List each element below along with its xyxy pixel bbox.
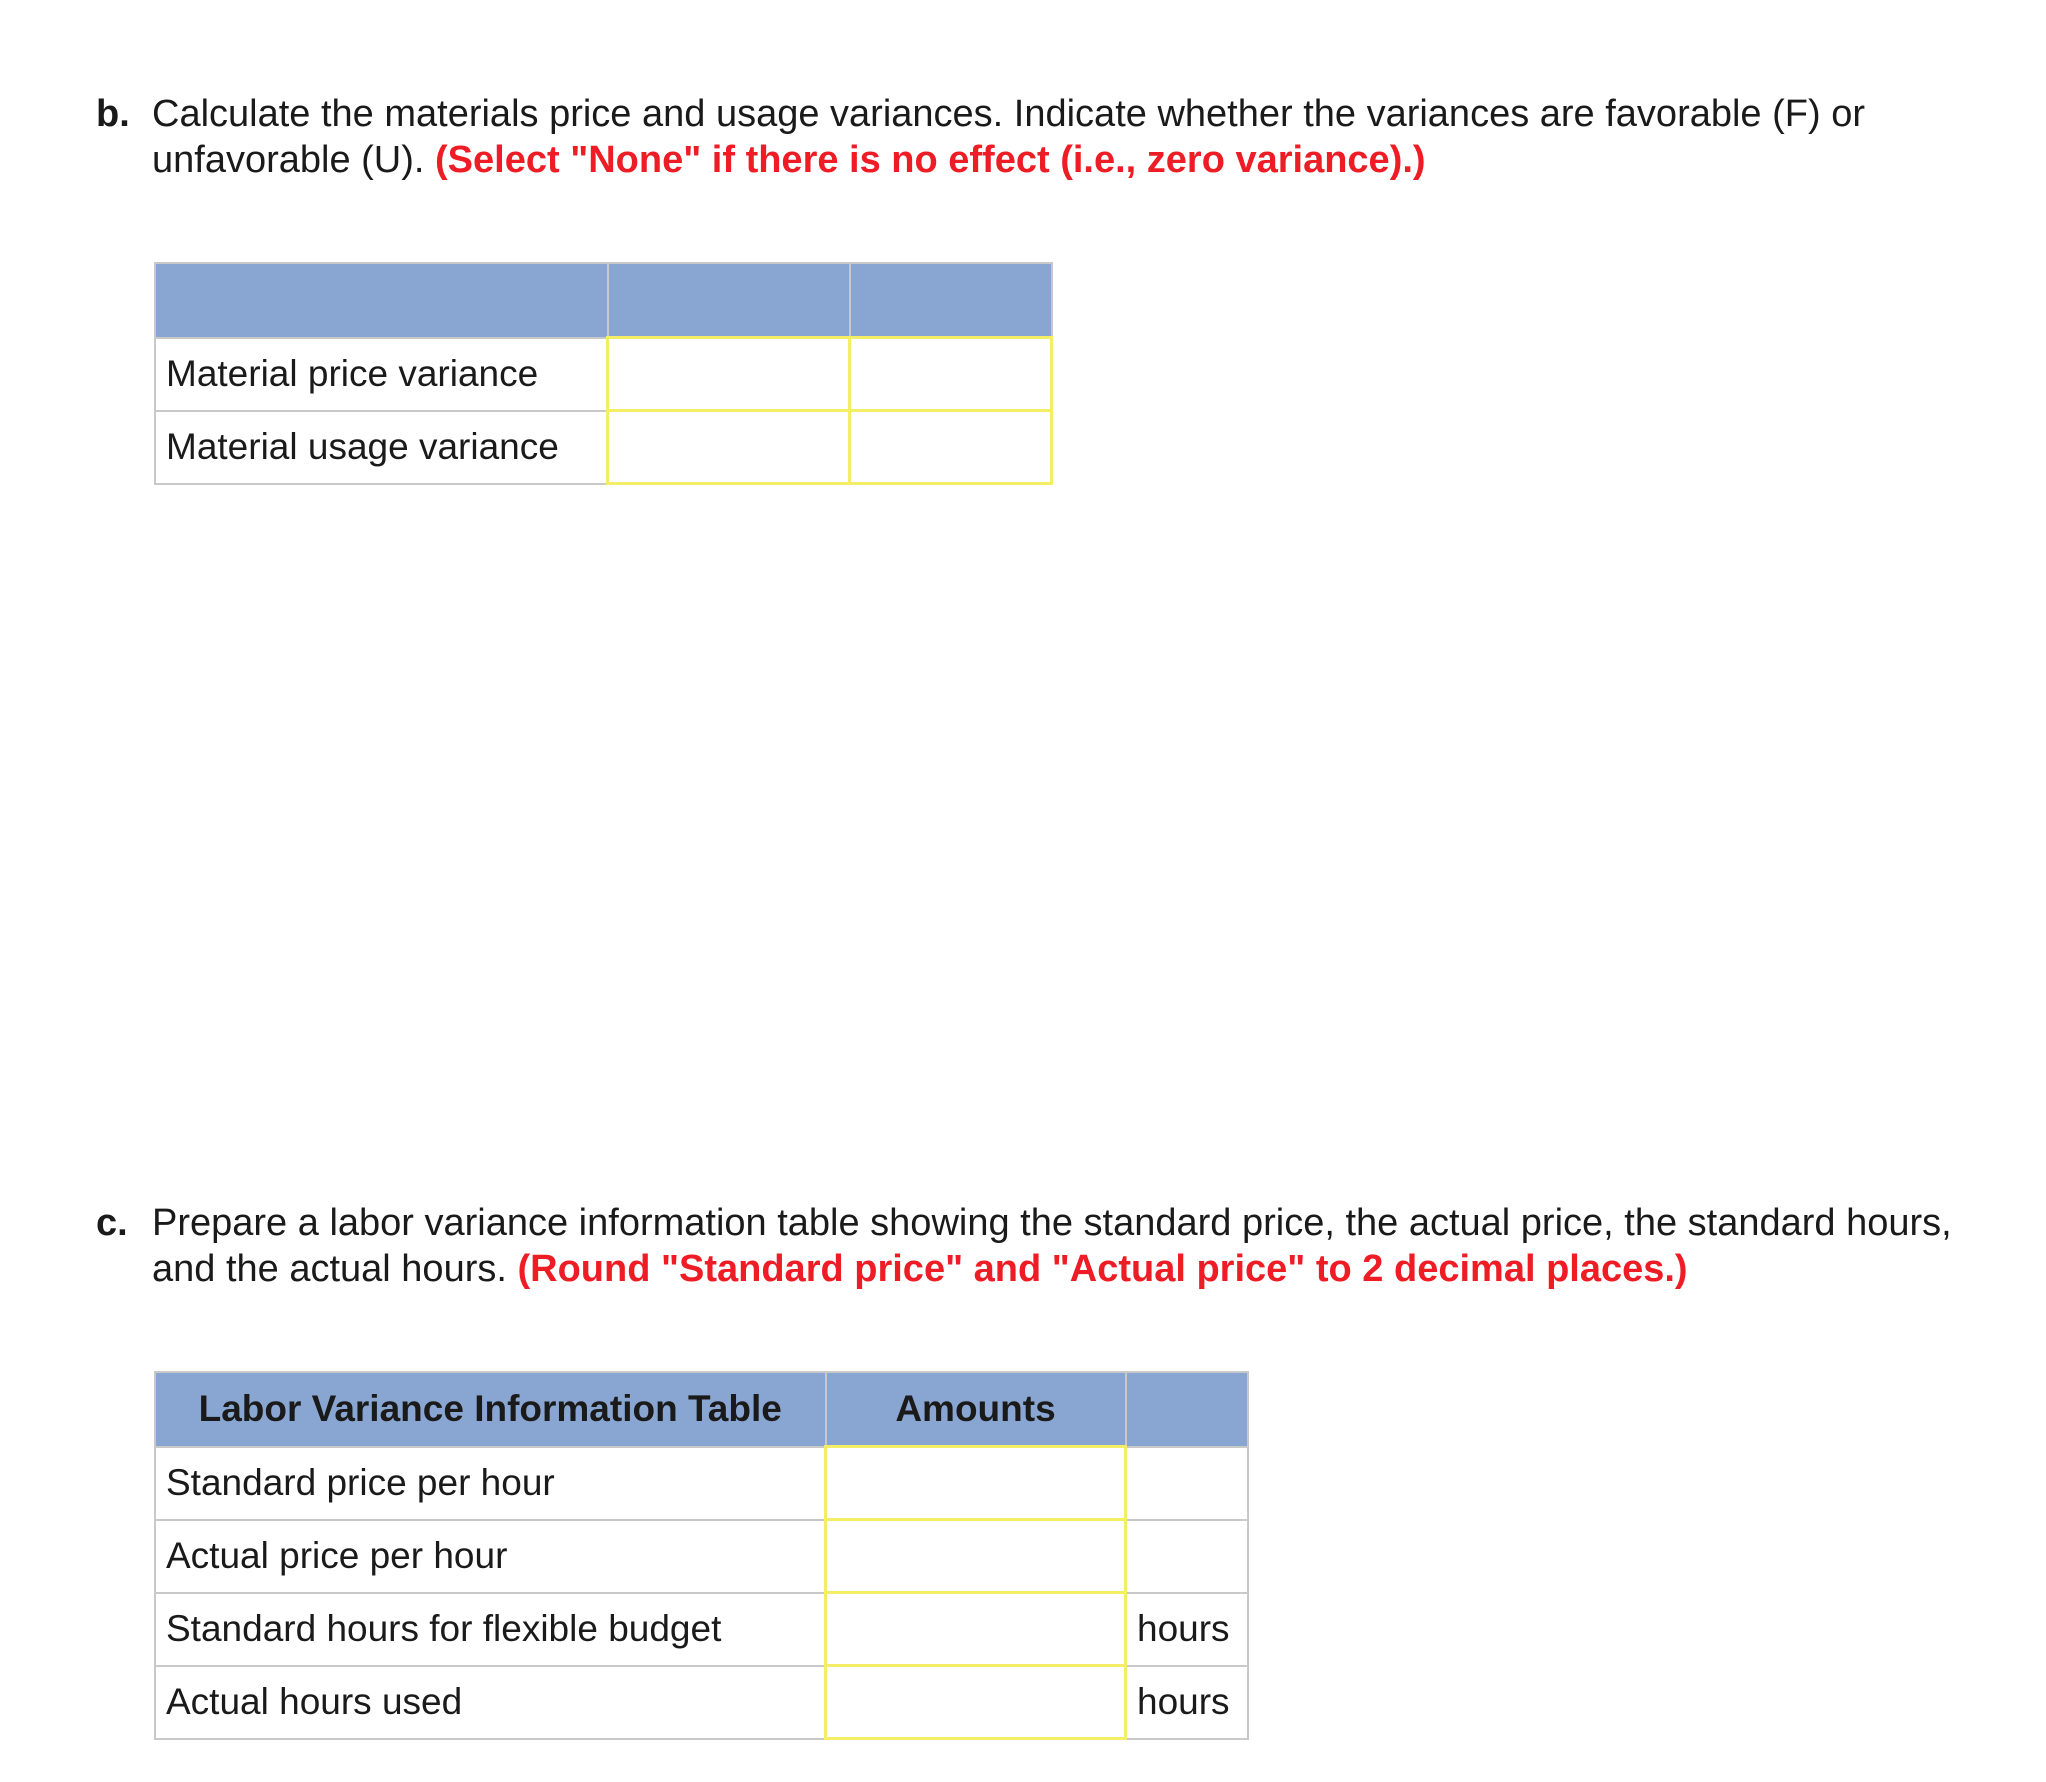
question-b — [96, 91, 1996, 183]
table-row — [155, 1593, 1248, 1666]
question-c-instruction: Prepare a labor variance information table showing the standard price, the actual price, the standard hours, and the actual hours. — [152, 1202, 1952, 1290]
material-table-header-row — [155, 263, 1052, 338]
table-row — [155, 411, 1052, 484]
material-usage-variance-type-cell — [850, 411, 1052, 484]
material-usage-variance-type-select[interactable] — [851, 412, 1050, 482]
question-b-hint: (Select "None" if there is no effect (i.e., zero variance).) — [435, 139, 1426, 181]
material-table-header-amount — [608, 263, 850, 338]
table-row — [155, 1447, 1248, 1520]
actual-hours-used-unit: hours — [1126, 1666, 1249, 1739]
material-usage-variance-amount-cell — [608, 411, 850, 484]
actual-price-per-hour-unit — [1126, 1520, 1249, 1593]
labor-variance-table — [154, 1371, 1249, 1740]
actual-price-per-hour-label: Actual price per hour — [155, 1520, 826, 1593]
standard-hours-flexible-budget-label: Standard hours for flexible budget — [155, 1593, 826, 1666]
table-row — [155, 338, 1052, 411]
question-c-hint: (Round "Standard price" and "Actual price" to 2 decimal places.) — [517, 1248, 1688, 1290]
standard-hours-flexible-budget-unit: hours — [1126, 1593, 1249, 1666]
material-usage-variance-amount-input[interactable] — [609, 412, 848, 482]
question-b-instruction: Calculate the materials price and usage variances. Indicate whether the variances are favorable (F) or unfavorable (U). — [152, 93, 1865, 181]
labor-table-header-title: Labor Variance Information Table — [155, 1372, 826, 1447]
material-table-header-label — [155, 263, 608, 338]
actual-price-per-hour-cell — [826, 1520, 1126, 1593]
question-c — [96, 1200, 1996, 1292]
standard-price-per-hour-label: Standard price per hour — [155, 1447, 826, 1520]
question-c-text — [152, 1200, 1996, 1292]
question-c-letter: c. — [96, 1202, 128, 1244]
material-usage-variance-label: Material usage variance — [155, 411, 608, 484]
material-price-variance-amount-cell — [608, 338, 850, 411]
question-b-text — [152, 91, 1996, 183]
standard-hours-flexible-budget-cell — [826, 1593, 1126, 1666]
actual-price-per-hour-input[interactable] — [827, 1521, 1124, 1591]
actual-hours-used-input[interactable] — [827, 1667, 1124, 1737]
standard-price-per-hour-unit — [1126, 1447, 1249, 1520]
standard-price-per-hour-cell — [826, 1447, 1126, 1520]
actual-hours-used-cell — [826, 1666, 1126, 1739]
material-price-variance-amount-input[interactable] — [609, 339, 848, 409]
material-price-variance-type-cell — [850, 338, 1052, 411]
standard-hours-flexible-budget-input[interactable] — [827, 1594, 1124, 1664]
material-variance-table — [154, 262, 1053, 485]
standard-price-per-hour-input[interactable] — [827, 1448, 1124, 1518]
question-b-letter: b. — [96, 93, 130, 135]
table-row — [155, 1666, 1248, 1739]
table-row — [155, 1520, 1248, 1593]
labor-table-header-amounts: Amounts — [826, 1372, 1126, 1447]
labor-table-header-row — [155, 1372, 1248, 1447]
actual-hours-used-label: Actual hours used — [155, 1666, 826, 1739]
material-price-variance-type-select[interactable] — [851, 339, 1050, 409]
material-price-variance-label: Material price variance — [155, 338, 608, 411]
labor-table-header-unit — [1126, 1372, 1249, 1447]
material-table-header-type — [850, 263, 1052, 338]
